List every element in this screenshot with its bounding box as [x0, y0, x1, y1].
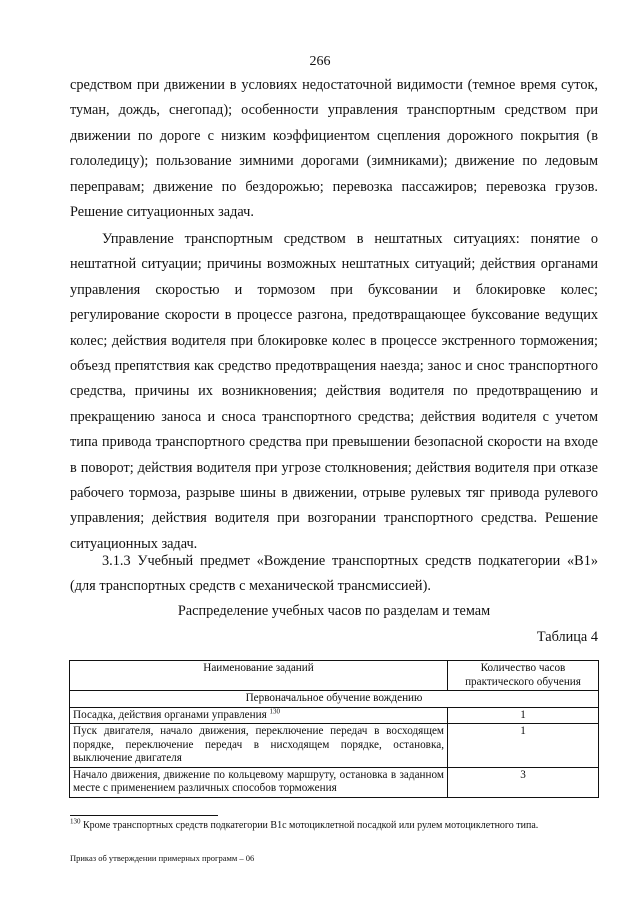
table-row [70, 724, 599, 768]
footnote-ref: 130 [269, 706, 281, 715]
body-paragraph [70, 227, 598, 557]
paragraph-continuation: средством при движении в условиях недостаточной видимости (темное время суток, туман, дождь, снегопад); особенности управления транспортным средством при движении по дороге с низким коэффициентом сцепления дорожного покрытия (в гололедицу); пользование зимними дорогами (зимниками); движение по ледовым переправам; движение по бездорожью; перевозка пассажиров; перевозка грузов. Решение ситуационных задач. [70, 77, 598, 221]
distribution-heading: Распределение учебных часов по разделам и темам [177, 603, 491, 619]
table-header-row [70, 661, 599, 691]
footnote [70, 817, 610, 831]
table-section-row [70, 691, 599, 708]
footnote-text: Кроме транспортных средств подкатегории В1с мотоциклетной посадкой или рулем мотоциклетного типа. [80, 820, 539, 831]
task-cell [70, 707, 448, 724]
paragraph-emergency-control: Управление транспортным средством в нештатных ситуациях: понятие о нештатной ситуации; причины возможных нештатных ситуаций; действия органами управления скоростью и тормозом при буксовании и блокировке колес; регулирование скорости в процессе разгона, предотвращающее буксование ведущих колес; действия водителя при блокировке колес в процессе экстренного торможения; объезд препятствия как средство предотвращения наезда; занос и снос транспортного средства, причины их возникновения; действия водителя по предотвращению и прекращению заноса и сноса транспортного средства; действия водителя с учетом типа привода транспортного средства при превышении безопасной скорости на входе в поворот; действия водителя при угрозе столкновения; действия водителя при отказе рабочего тормоза, разрыве шины в движении, отрыве рулевых тяг привода рулевого управления; действия водителя при возгорании транспортного средства. Решение ситуационных задач. [70, 231, 598, 552]
table-row [70, 767, 599, 797]
hours-cell: 3 [448, 767, 599, 797]
document-footer: Приказ об утверждении примерных программ – 06 [70, 853, 255, 863]
paragraph-subject-heading: 3.1.3 Учебный предмет «Вождение транспортных средств подкатегории «В1» (для транспортных средств с механической трансмиссией). [70, 553, 598, 595]
footnote-number: 130 [70, 817, 81, 826]
header-task-name: Наименование заданий [70, 661, 448, 691]
section-title: Первоначальное обучение вождению [70, 691, 599, 708]
page-number: 266 [309, 54, 331, 69]
hours-cell: 1 [448, 707, 599, 724]
body-paragraph [70, 73, 598, 225]
task-text: Посадка, действия органами управления [73, 708, 267, 721]
table-row [70, 707, 599, 724]
task-cell: Начало движения, движение по кольцевому маршруту, остановка в заданном месте с применением различных способов торможения [70, 767, 448, 797]
hours-cell: 1 [448, 724, 599, 768]
task-cell: Пуск двигателя, начало движения, переключение передач в восходящем порядке, переключение передач в нисходящем порядке, остановка, выключение двигателя [70, 724, 448, 768]
table-label: Таблица 4 [536, 629, 598, 645]
footnote-divider [70, 815, 218, 816]
body-paragraph [70, 549, 598, 600]
header-hours: Количество часов практического обучения [448, 661, 599, 691]
hours-table [69, 660, 599, 798]
